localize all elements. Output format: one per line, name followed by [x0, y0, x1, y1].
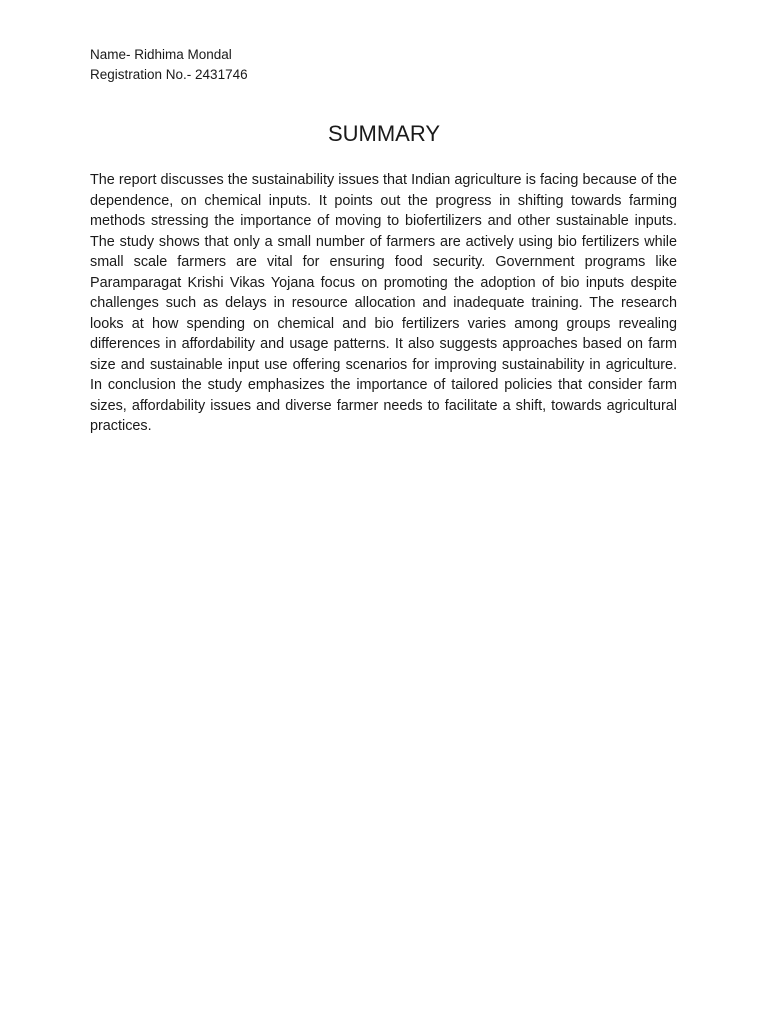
registration-number: Registration No.- 2431746 [90, 67, 248, 82]
summary-paragraph: The report discusses the sustainability issues that Indian agriculture is facing because of the dependence, on chemical inputs. It points out the progress in shifting towards farming methods stressing the importance of moving to biofertilizers and other sustainable inputs. The study shows that only a small number of farmers are actively using bio fertilizers while small scale farmers are vital for ensuring food security. Government programs like Paramparagat Krishi Vikas Yojana focus on promoting the adoption of bio inputs despite challenges such as delays in resource allocation and inadequate training. The research looks at how spending on chemical and bio fertilizers varies among groups revealing differences in affordability and usage patterns. It also suggests approaches based on farm size and sustainable input use offering scenarios for improving sustainability in agriculture. In conclusion the study emphasizes the importance of tailored policies that consider farm sizes, affordability issues and diverse farmer needs to facilitate a shift, towards agricultural practices. [90, 172, 677, 434]
document-title: SUMMARY [327, 121, 441, 146]
document-header [90, 45, 248, 85]
author-name: Name- Ridhima Mondal [90, 47, 232, 62]
